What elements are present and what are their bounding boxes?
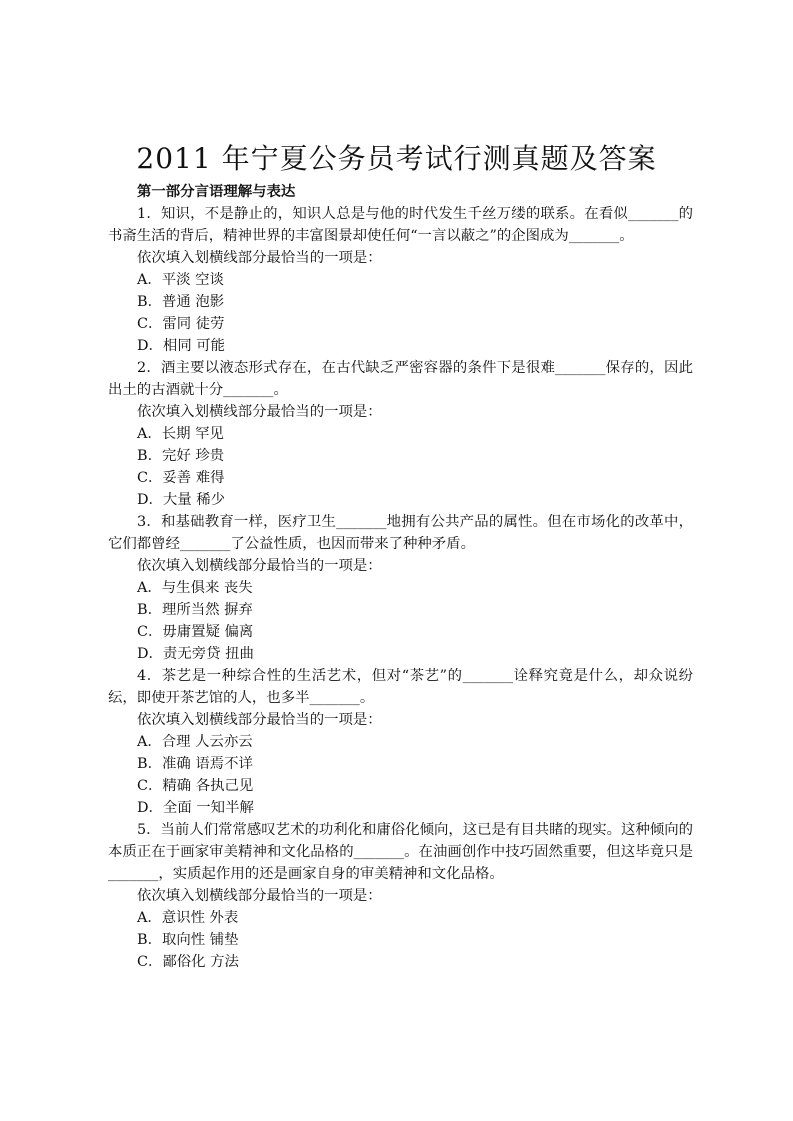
document-body xyxy=(108,181,693,973)
question-text: 3．和基础教育一样，医疗卫生_______地拥有公共产品的属性。但在市场化的改革中，它们都曾经_______了公益性质，也因而带来了种种矛盾。 xyxy=(108,514,693,552)
option-a: A．与生俱来 丧失 xyxy=(137,580,253,596)
option-a: A．平淡 空谈 xyxy=(137,272,224,288)
question-prompt: 依次填入划横线部分最恰当的一项是： xyxy=(137,888,382,904)
option-b: B．完好 珍贵 xyxy=(137,448,225,464)
option-a: A．长期 罕见 xyxy=(137,426,224,442)
question-1 xyxy=(108,203,693,357)
option-d: D．全面 一知半解 xyxy=(137,800,254,816)
page-title: 2011 年宁夏公务员考试行测真题及答案 xyxy=(136,142,657,175)
option-a: A．合理 人云亦云 xyxy=(137,734,253,750)
option-d: D．大量 稀少 xyxy=(137,492,226,508)
option-c: C．雷同 徒劳 xyxy=(137,316,225,332)
question-prompt: 依次填入划横线部分最恰当的一项是： xyxy=(137,404,382,420)
option-c: C．鄙俗化 方法 xyxy=(137,954,239,970)
option-c: C．精确 各执己见 xyxy=(137,778,254,794)
question-3 xyxy=(108,511,693,665)
question-text: 4．茶艺是一种综合性的生活艺术，但对“茶艺”的_______诠释究竟是什么，却众说纷纭，即使开茶艺馆的人，也多半_______。 xyxy=(108,668,693,706)
option-a: A．意识性 外表 xyxy=(137,910,239,926)
question-2 xyxy=(108,357,693,511)
question-prompt: 依次填入划横线部分最恰当的一项是： xyxy=(137,712,382,728)
option-b: B．理所当然 摒弃 xyxy=(137,602,253,618)
option-c: C．毋庸置疑 偏离 xyxy=(137,624,254,640)
option-b: B．普通 泡影 xyxy=(137,294,225,310)
question-5 xyxy=(108,819,693,973)
option-b: B．准确 语焉不详 xyxy=(137,756,253,772)
option-c: C．妥善 难得 xyxy=(137,470,225,486)
question-text: 5．当前人们常常感叹艺术的功利化和庸俗化倾向，这已是有目共睹的现实。这种倾向的本质正在于画家审美精神和文化品格的_______。在油画创作中技巧固然重要，但这毕竟只是_______，实质起作用的还是画家自身的审美精神和文化品格。 xyxy=(108,822,694,882)
question-text: 1．知识，不是静止的，知识人总是与他的时代发生千丝万缕的联系。在看似_______的书斋生活的背后，精神世界的丰富图景却使任何“一言以蔽之”的企图成为_______。 xyxy=(108,206,693,244)
option-b: B．取向性 铺垫 xyxy=(137,932,239,948)
question-4 xyxy=(108,665,693,819)
question-prompt: 依次填入划横线部分最恰当的一项是： xyxy=(137,250,382,266)
option-d: D．相同 可能 xyxy=(137,338,226,354)
option-d: D．责无旁贷 扭曲 xyxy=(137,646,254,662)
section-heading: 第一部分言语理解与表达 xyxy=(137,183,296,200)
question-prompt: 依次填入划横线部分最恰当的一项是： xyxy=(137,558,382,574)
question-text: 2．酒主要以液态形式存在，在古代缺乏严密容器的条件下是很难_______保存的，因此出土的古酒就十分_______。 xyxy=(108,360,693,398)
